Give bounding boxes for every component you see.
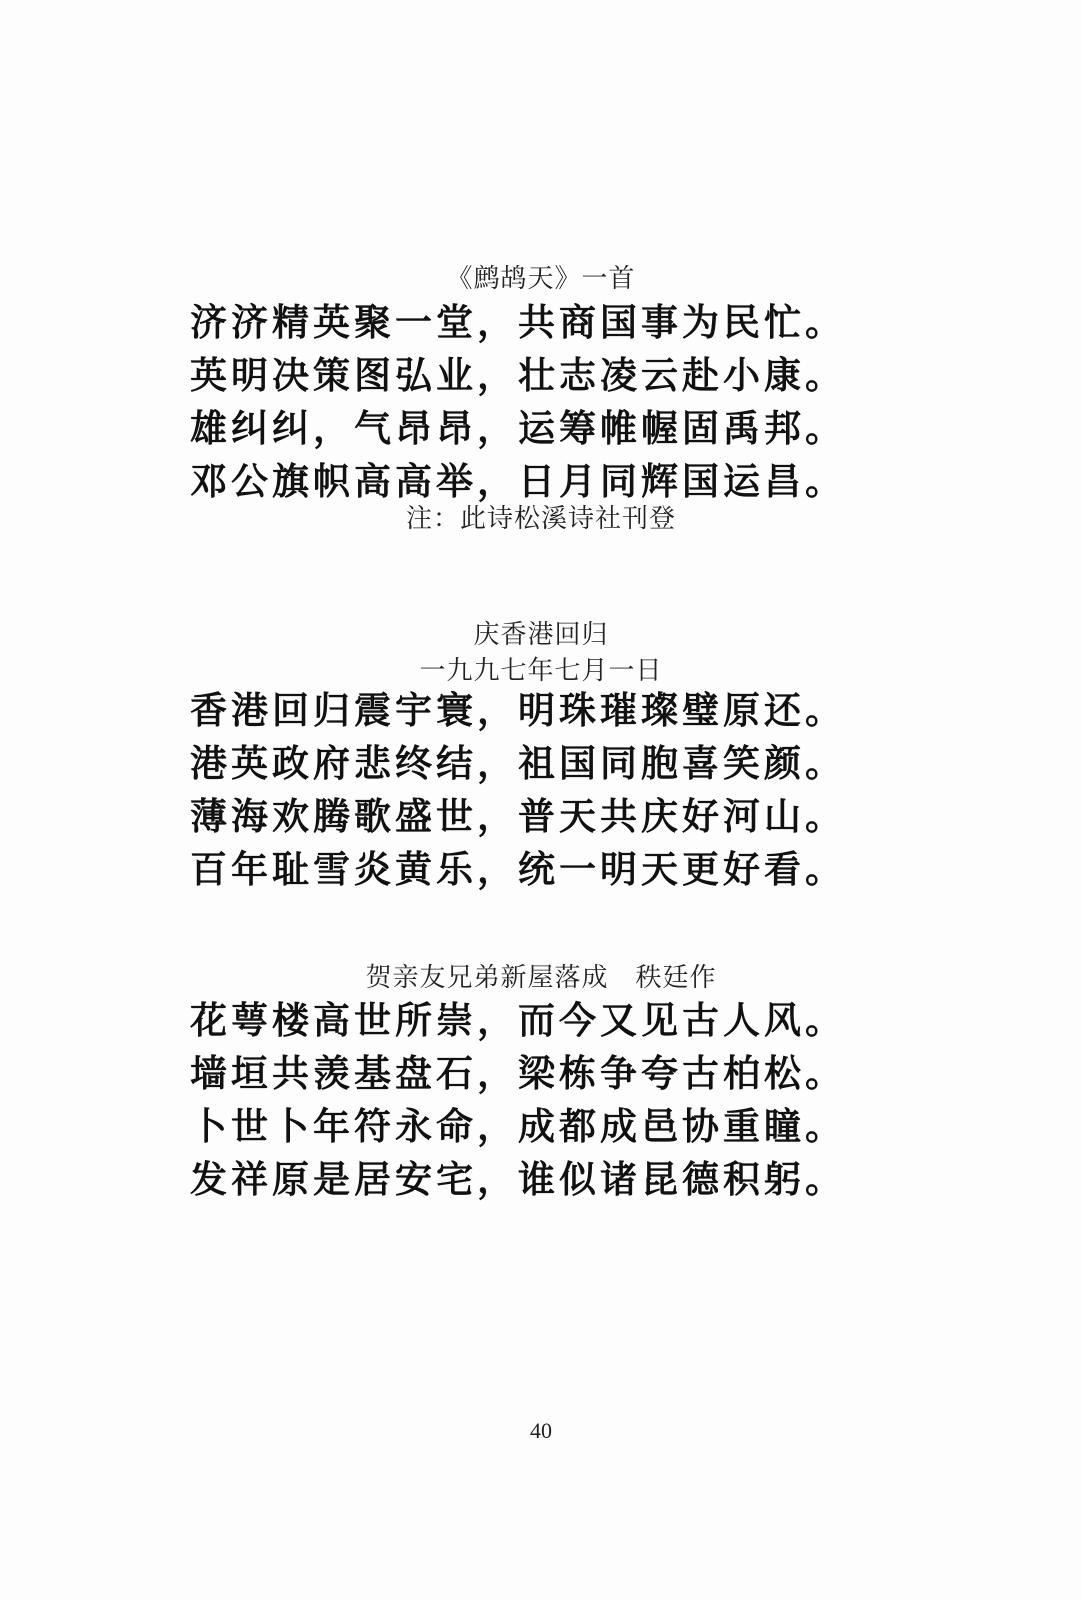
poem-line: 百年耻雪炎黄乐，统一明天更好看。 — [190, 848, 846, 891]
poem-2-verse — [190, 684, 860, 896]
poem-line: 邓公旗帜高高举，日月同辉国运昌。 — [190, 460, 846, 503]
poem-line: 花萼楼高世所崇，而今又见古人风。 — [190, 999, 846, 1042]
poem-1-verse — [190, 296, 860, 508]
poem-line: 香港回归震宇寰，明珠璀璨璧原还。 — [190, 689, 846, 732]
poem-3-verse — [190, 994, 860, 1206]
poem-3-title: 贺亲友兄弟新屋落成 秩廷作 — [365, 963, 717, 993]
poem-line: 雄纠纠，气昂昂，运筹帷幄固禹邦。 — [190, 407, 846, 450]
poem-2-subtitle: 一九九七年七月一日 — [419, 656, 663, 686]
poem-line: 卜世卜年符永命，成都成邑协重瞳。 — [190, 1105, 846, 1148]
poem-line: 薄海欢腾歌盛世，普天共庆好河山。 — [190, 795, 846, 838]
poem-line: 发祥原是居安宅，谁似诸昆德积躬。 — [190, 1158, 846, 1201]
poem-2-title: 庆香港回归 — [473, 620, 609, 650]
poem-1-title: 《鹧鸪天》一首 — [446, 264, 636, 294]
poem-1-note: 注：此诗松溪诗社刊登 — [405, 504, 676, 534]
poem-line: 济济精英聚一堂，共商国事为民忙。 — [190, 301, 846, 344]
poem-line: 港英政府悲终结，祖国同胞喜笑颜。 — [190, 742, 846, 785]
poem-line: 墙垣共羡基盘石，梁栋争夸古柏松。 — [190, 1052, 846, 1095]
poem-line: 英明决策图弘业，壮志凌云赴小康。 — [190, 354, 846, 397]
page-number: 40 — [530, 1418, 552, 1443]
